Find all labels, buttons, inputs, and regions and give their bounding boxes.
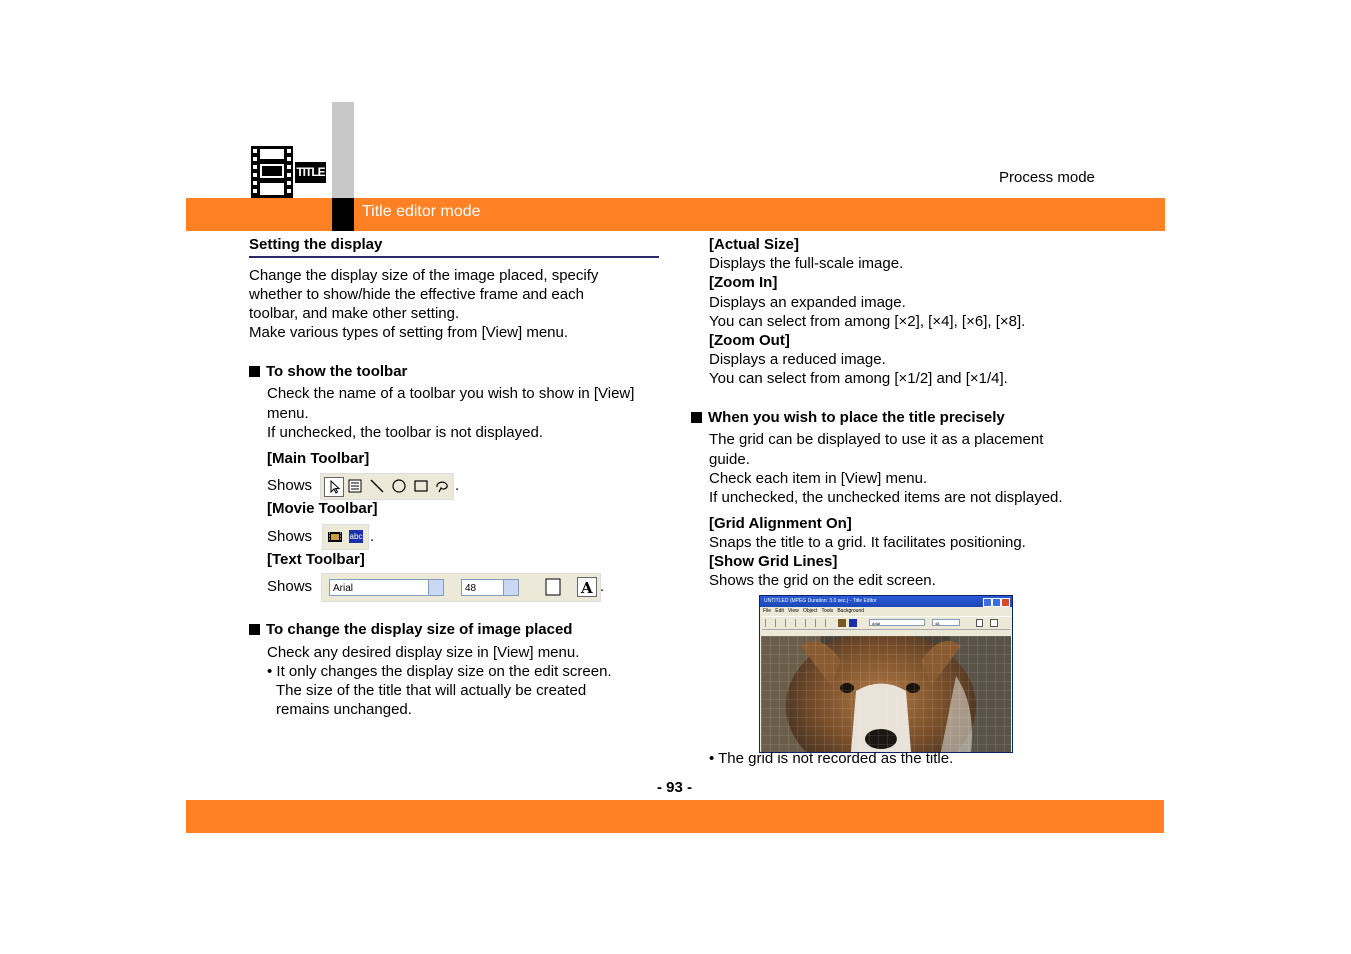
chevron-down-icon	[428, 580, 443, 595]
screenshot-movie-icon	[838, 619, 846, 627]
zoom-in-label: [Zoom In]	[709, 274, 778, 291]
display-size-body-3: The size of the title that will actually be created	[276, 682, 587, 699]
screenshot-menu-tools: Tools	[821, 608, 834, 614]
grid-align-label: [Grid Alignment On]	[709, 515, 852, 532]
bullet-square-icon	[249, 366, 260, 377]
text-clip-icon: abc	[349, 532, 363, 541]
actual-size-text: Displays the full-scale image.	[709, 255, 904, 272]
text-box-tool-icon	[346, 477, 364, 495]
intro-line-3: toolbar, and make other setting.	[249, 305, 460, 322]
bullet-square-icon	[249, 624, 260, 635]
screenshot-edit-area-dog-photo	[761, 636, 1011, 752]
section-rule	[249, 256, 659, 258]
film-icon	[251, 146, 293, 198]
header-black-tab	[332, 198, 354, 231]
footer-orange-band	[186, 800, 1164, 833]
intro-line-2: whether to show/hide the effective frame and each	[249, 286, 584, 303]
text-style-icon	[577, 577, 597, 597]
zoom-out-text-1: Displays a reduced image.	[709, 351, 886, 368]
line-tool-icon	[368, 477, 386, 495]
screenshot-menu-object: Object	[802, 608, 818, 614]
toolbar-body-2: menu.	[267, 405, 309, 422]
grid-note: • The grid is not recorded as the title.	[709, 750, 954, 767]
display-size-body-4: remains unchanged.	[276, 701, 412, 718]
pointer-tool-icon	[324, 477, 344, 497]
page-number: - 93 -	[657, 779, 693, 796]
actual-size-label: [Actual Size]	[709, 236, 800, 253]
section-heading: Setting the display	[249, 236, 383, 253]
screenshot-menu-background: Background	[837, 608, 865, 614]
bullet-square-icon	[691, 412, 702, 423]
movie-toolbar-shows: Shows	[267, 528, 313, 545]
frame-toggle-icon	[544, 578, 562, 596]
movie-toolbar-label: [Movie Toolbar]	[267, 500, 378, 517]
main-toolbar-shows: Shows	[267, 477, 313, 494]
zoom-out-text-2: You can select from among [×1/2] and [×1/4].	[709, 370, 1008, 387]
process-mode-label: Process mode	[999, 169, 1095, 186]
precise-body-3: Check each item in [View] menu.	[709, 470, 928, 487]
font-combo-value: Arial	[333, 583, 354, 594]
text-toolbar-period: .	[600, 578, 605, 595]
size-combo	[461, 579, 519, 596]
intro-line-1: Change the display size of the image placed, specify	[249, 267, 599, 284]
font-combo	[329, 579, 444, 596]
screenshot-style-icon	[990, 619, 998, 627]
screenshot-menu-file: File	[763, 608, 772, 614]
ellipse-tool-icon	[390, 477, 408, 495]
movie-toolbar-image	[322, 524, 369, 550]
title-icon: TITLE	[295, 162, 326, 183]
minimize-icon	[983, 598, 992, 607]
toolbar-heading: To show the toolbar	[249, 362, 407, 381]
screenshot-titlebar	[760, 596, 1012, 607]
svg-text:A: A	[581, 579, 593, 597]
toolbar-body-3: If unchecked, the toolbar is not displayed.	[267, 424, 544, 441]
precise-body-1: The grid can be displayed to use it as a placement	[709, 431, 1044, 448]
text-toolbar-label: [Text Toolbar]	[267, 551, 365, 568]
screenshot-menu-edit: Edit	[775, 608, 784, 614]
chevron-down-icon	[503, 580, 518, 595]
zoom-out-label: [Zoom Out]	[709, 332, 790, 349]
main-toolbar-image	[320, 473, 454, 500]
screenshot-size-combo: 48	[932, 619, 960, 626]
display-size-body-2: • It only changes the display size on the edit screen.	[267, 663, 612, 680]
screenshot-menubar	[763, 607, 864, 615]
screenshot-text-icon	[849, 619, 857, 627]
main-toolbar-label: [Main Toolbar]	[267, 450, 370, 467]
movie-clip-icon	[326, 528, 344, 546]
screenshot-font-combo: Arial	[869, 619, 925, 626]
text-toolbar-shows: Shows	[267, 578, 313, 595]
grid-align-text: Snaps the title to a grid. It facilitates positioning.	[709, 534, 1026, 551]
rectangle-tool-icon	[412, 477, 430, 495]
precise-body-2: guide.	[709, 451, 750, 468]
header-grey-bar	[332, 102, 354, 198]
screenshot-toolbar	[762, 616, 1010, 630]
close-icon	[1001, 598, 1010, 607]
main-toolbar-period: .	[455, 477, 460, 494]
zoom-in-text-2: You can select from among [×2], [×4], [×6], [×8].	[709, 313, 1026, 330]
freeform-tool-icon	[433, 477, 451, 495]
screenshot-menu-view: View	[788, 608, 799, 614]
show-grid-text: Shows the grid on the edit screen.	[709, 572, 936, 589]
show-grid-label: [Show Grid Lines]	[709, 553, 838, 570]
display-size-heading: To change the display size of image placed	[249, 620, 572, 639]
size-combo-value: 48	[465, 583, 477, 594]
screenshot-frame-icon	[976, 619, 983, 627]
precise-heading: When you wish to place the title precisely	[691, 408, 1005, 427]
precise-body-4: If unchecked, the unchecked items are not displayed.	[709, 489, 1063, 506]
screenshot-window-title: UNTITLED (MPEG Duration: 3.0 sec.) - Title Editor	[764, 598, 877, 604]
display-size-body-1: Check any desired display size in [View] menu.	[267, 644, 580, 661]
toolbar-body-1: Check the name of a toolbar you wish to show in [View]	[267, 385, 635, 402]
zoom-in-text-1: Displays an expanded image.	[709, 294, 906, 311]
movie-toolbar-period: .	[370, 528, 375, 545]
title-editor-screenshot	[759, 595, 1013, 753]
maximize-icon	[992, 598, 1001, 607]
text-toolbar-image	[321, 573, 601, 602]
screenshot-tools-icon	[765, 619, 827, 627]
mode-title: Title editor mode	[362, 203, 481, 220]
intro-line-4: Make various types of setting from [View] menu.	[249, 324, 569, 341]
